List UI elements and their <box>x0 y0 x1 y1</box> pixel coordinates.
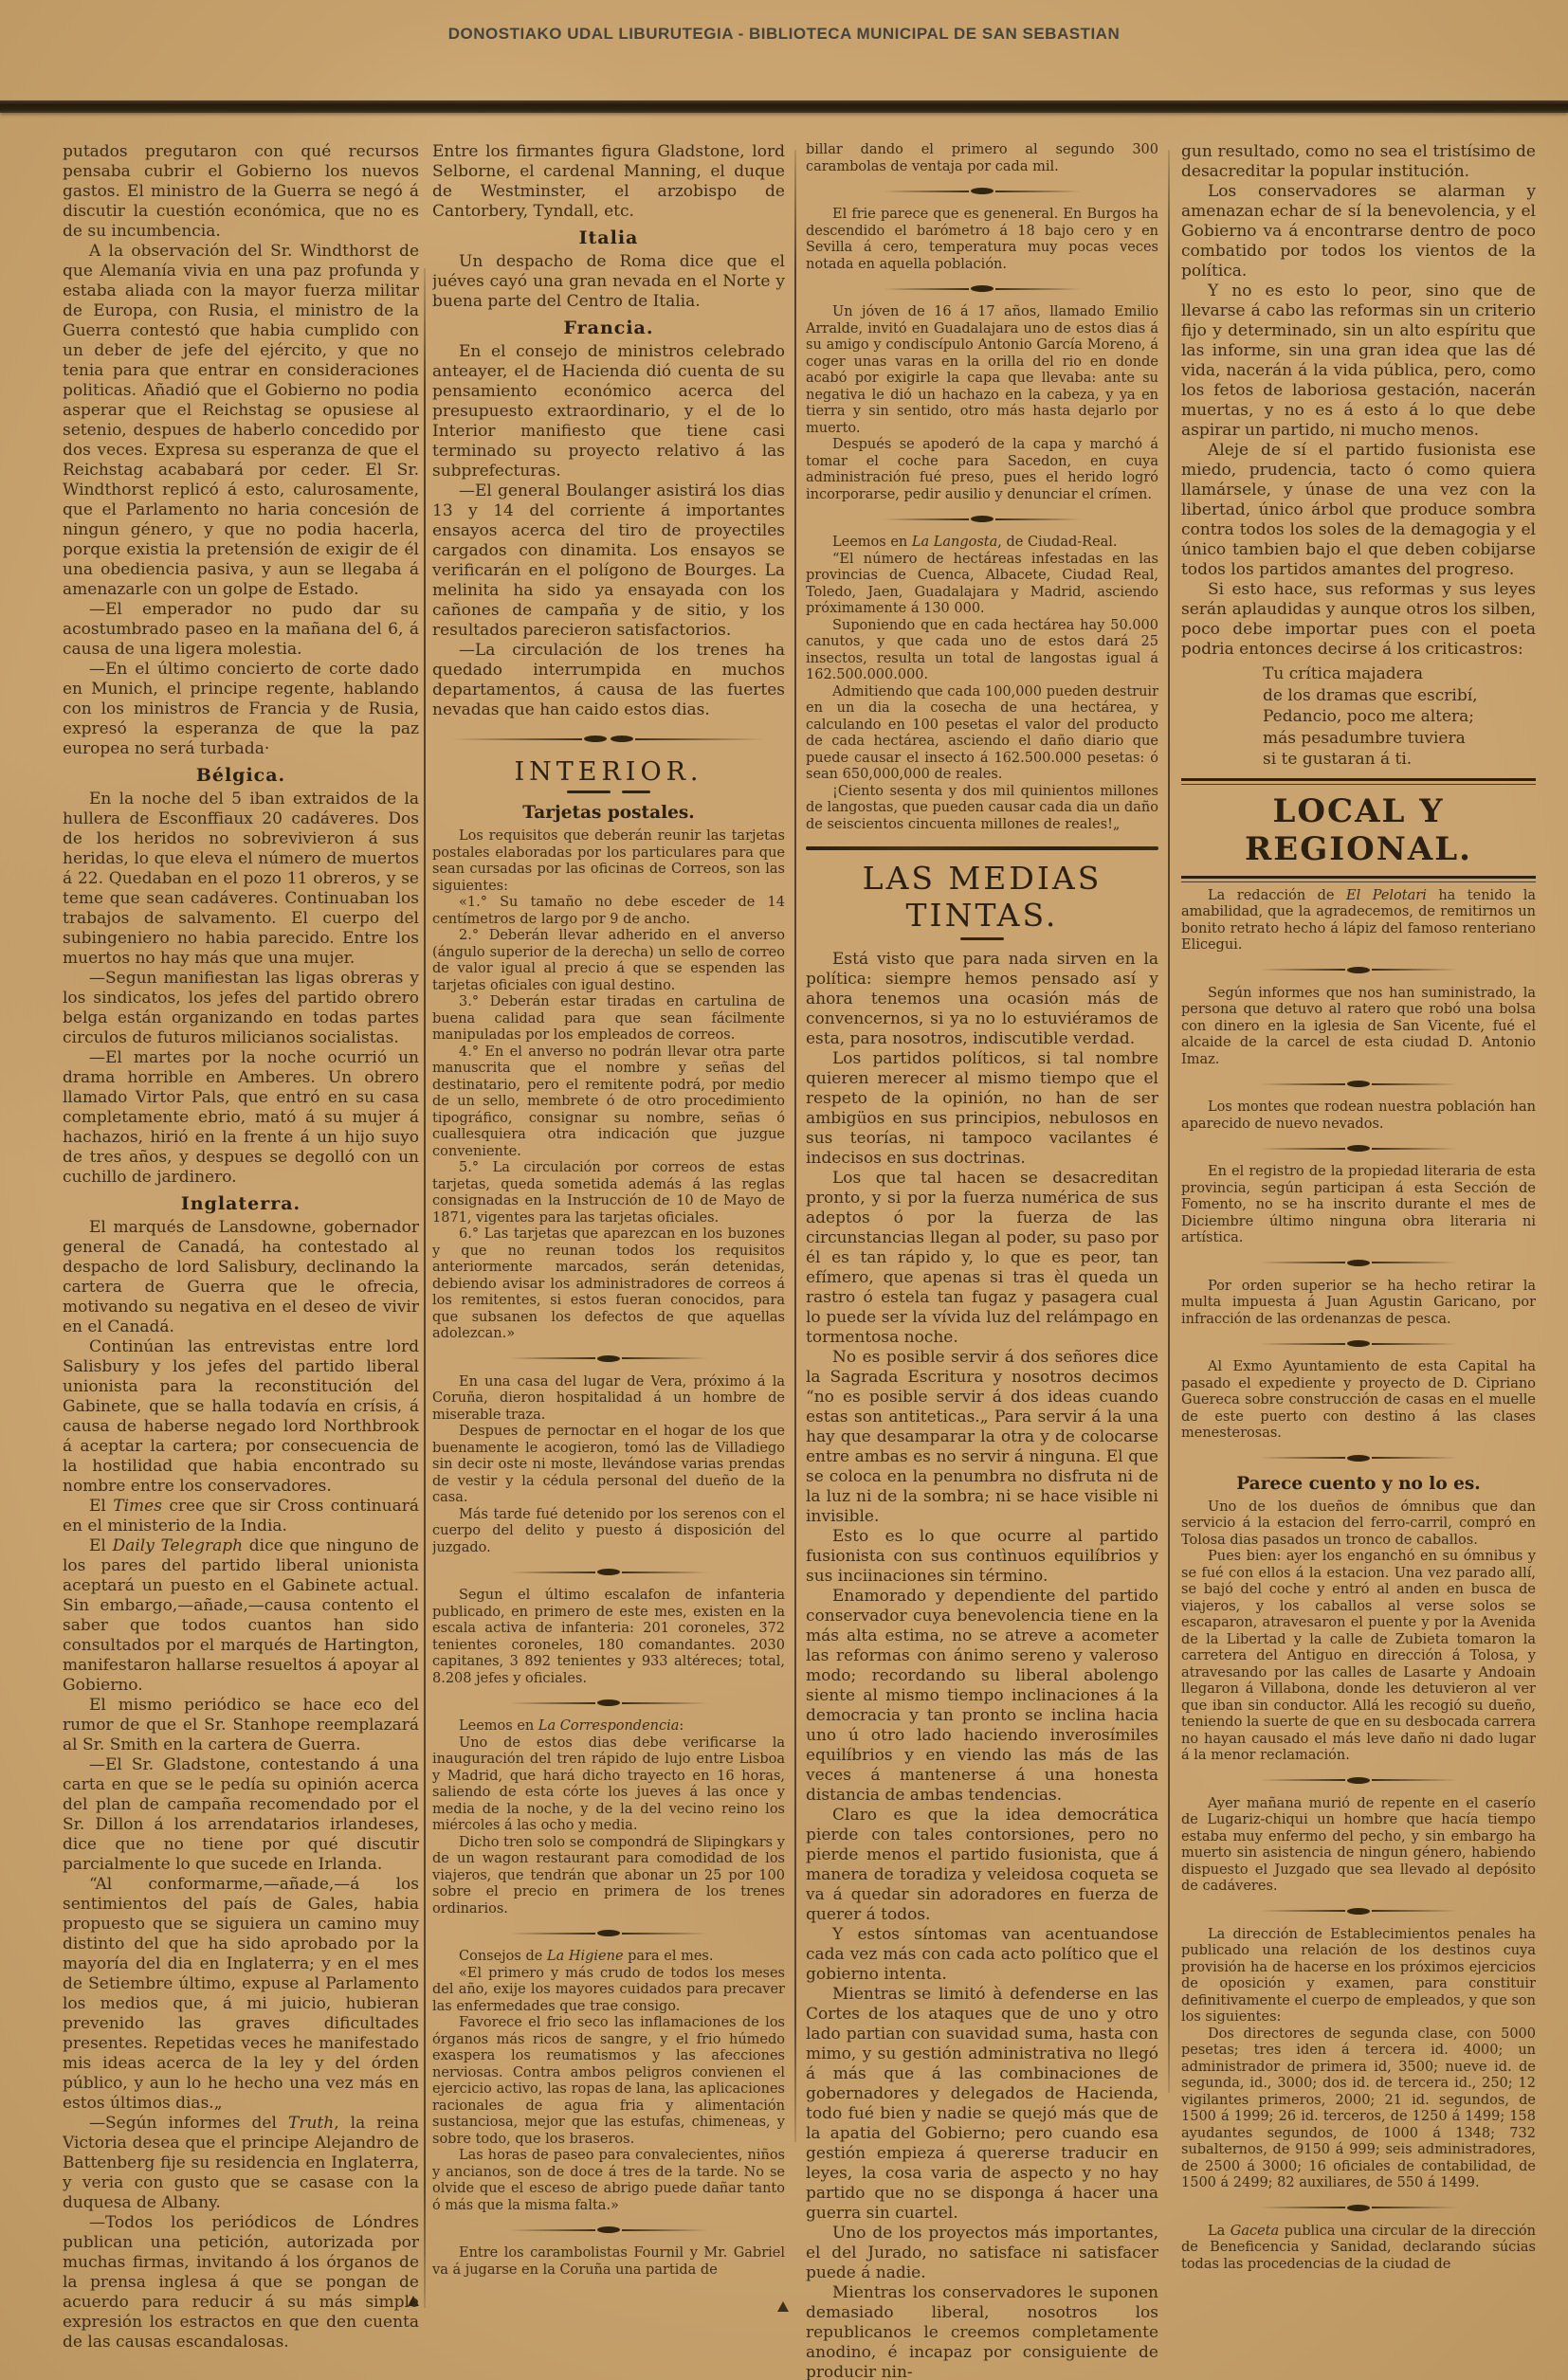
news-paragraph: Por orden superior se ha hecho retirar la multa impuesta á Juan Agustin Garicano, por infracción de las ordenanzas de pesca. <box>1181 1278 1536 1327</box>
news-paragraph: Los montes que rodean nuestra población han aparecido de nuevo nevados. <box>1181 1099 1536 1132</box>
divider-line <box>1259 1457 1345 1459</box>
news-paragraph: Los requisitos que deberán reunir las tarjetas postales elaboradas por los particulares para que sean cursadas por las oficinas de Correos, son las siguientes: <box>432 828 785 894</box>
news-paragraph: putados pregutaron con qué recursos pensaba cubrir el Gobierno los nuevos gastos. El ministro de la Guerra se negó á discutir la cuestión económica, que no es de su incumbencia. <box>63 142 419 241</box>
news-paragraph: A la observación del Sr. Windthorst de que Alemanía vivia en una paz profunda y estaba aliada con la mayor fuerza militar de Europa, con Rusia, el ministro de la Guerra contestó que habia cumplido con un deber de jefe del ejército, y que no tenia para que entrar en consideraciones politicas. Añadió que el Gobierno no podia asperar que el Reichstag se opusiese al setenio, despues de haberlo concedido por dos veces. Expresa su esperanza de que el Reichstag acababará por ceder. El Sr. Windthorst replicó á esto, calurosamente, que el Parlamento no haria concesión de ningun género, y que no podia hacerla, porque existia la pretensión de exigir de él una obediencia pasiva, y aun se llegaba á amenazarle con un golpe de Estado. <box>63 242 419 599</box>
news-paragraph: El Daily Telegraph dice que ninguno de los pares del partido liberal unionista aceptará un puesto en el Gabinete actual. Sin embargo,—añade,—causa contento el saber que todos cuantos han sido consultados por el marqués de Hartington, manifestaron hallarse resueltos á apoyar al Gobierno. <box>63 1536 419 1695</box>
item-divider <box>883 285 1082 292</box>
divider-line <box>1372 1343 1458 1345</box>
item-divider <box>509 1355 708 1362</box>
divider-line <box>509 1933 595 1935</box>
news-paragraph: —El general Boulanger asistirá los dias 13 y 14 del corriente á importantes ensayos acerca del tiro de proyectiles cargados con dinamita. Los ensayos se verificarán en el polígono de Bourges. La melinita ha sido ya ensayada con los cañones de campaña y de sitio, y los resultados parecieron satisfactorios. <box>432 481 785 640</box>
item-divider <box>509 1699 708 1706</box>
divider-line <box>509 1572 595 1573</box>
news-paragraph: 3.° Deberán estar tiradas en cartulina de buena calidad para que sean fácilmente manipuladas por los empleados de correos. <box>432 994 785 1043</box>
news-paragraph: ¡Ciento sesenta y dos mil quinientos millones de langostas, que pueden causar cada dia un daño de seiscientos cincuenta millones de reales!„ <box>806 783 1158 832</box>
item-divider <box>509 1930 708 1936</box>
news-paragraph: 6.° Las tarjetas que aparezcan en los buzones y que no reunan todos los requisitos anteriormente marcados, serán detenidas, debiendo avisar los administradores de correos á los remitentes, si estos fueran conocidos, para que subsanen los defectos de que aquellas adolezcan.» <box>432 1226 785 1341</box>
divider-gem <box>971 285 994 292</box>
news-paragraph: Más tarde fué detenido por los serenos con el cuerpo del delito y puesto á disposición del juzgado. <box>432 1506 785 1555</box>
news-paragraph: —Segun manifiestan las ligas obreras y los sindicatos, los jefes del partido obrero belga están organizando en todas partes circulos de futuros milicianos socialistas. <box>63 969 419 1047</box>
country-heading: Francia. <box>563 318 654 338</box>
news-paragraph: Suponiendo que en cada hectárea hay 50.000 canutos, y que cada uno de estos dará 25 insectos, resulta un total de langostas igual á 162.500.000.000. <box>806 617 1158 682</box>
divider-gem <box>971 188 994 194</box>
news-paragraph: Los que tal hacen se desacreditan pronto, y si por la fuerza numérica de sus adeptos ó por la fuerza de las circunstancias llegan al poder, su paso por él es tan rápido y, lo que es peor, tan efímero, que apenas si tras èl queda un rastro ó estela tan fugaz y pasagera cual lo puede ser la vívida luz del relámpago en tormentosa noche. <box>806 1169 1158 1347</box>
flourish-dash <box>622 790 650 793</box>
divider-line <box>1259 1779 1345 1781</box>
item-divider <box>883 188 1082 194</box>
divider-gem <box>1347 967 1370 973</box>
news-paragraph: 4.° En el anverso no podrán llevar otra parte manuscrita que el nombre y señas del destinatario, pero el remitente podrá, por medio de un sello, membrete ó de otro procedimiento tipográfico, consignar su nombre, señas ó cuallesquiera otra indicación que juzgue conveniente. <box>432 1044 785 1159</box>
item-divider <box>1259 2205 1458 2211</box>
ink-mark <box>408 2296 419 2306</box>
news-paragraph: Aleje de sí el partido fusionista ese miedo, prudencia, tacto ó como quiera llamársele, y únase de una vez con la libertad, único árbol que produce sombra contra todos los soles de la demagogia y el único tambien bajo el que deben cobijarse todos los partidos amantes del progreso. <box>1181 441 1536 579</box>
divider-gem <box>1347 1145 1370 1152</box>
divider-gem <box>611 736 633 742</box>
news-paragraph: —Todos los periódicos de Lóndres publican una petición, autorizada por muchas firmas, invitando á los órganos de la prensa inglesa á que se pongan de acuerdo para reducir á su más simple expresión los estractos en que den cuenta de las causas escandalosas. <box>63 2213 419 2352</box>
news-paragraph: En el registro de la propiedad literaria de esta provincia, según participan á esta Sección de Fomento, no se ha inscrito durante el mes de Diciembre último ninguna obra literaria ni artística. <box>1181 1164 1536 1245</box>
divider-gem <box>1347 1908 1370 1915</box>
divider-line <box>452 738 582 740</box>
news-paragraph: —El martes por la noche ocurrió un drama horrible en Amberes. Un obrero llamado Virtor Pals, que entró en su casa completamente ebrio, mató á su mujer á hachazos, hirió en la frente á un hijo suyo de tres años, y despues se degolló con un cuchillo de jardinero. <box>63 1048 419 1187</box>
item-divider <box>509 1569 708 1575</box>
news-paragraph: Dicho tren solo se compondrá de Slipingkars y de un wagon restaurant para comodidad de los viajeros, que tendrán que abonar un 25 por 100 sobre el precio en primera de los trenes ordinarios. <box>432 1834 785 1917</box>
news-paragraph: “El número de hectáreas infestadas en las provincias de Cuenca, Albacete, Ciudad Real, Toledo, Jaen, Guadalajara y Madrid, asciendo próximamente á 130 000. <box>806 551 1158 616</box>
news-column-3 <box>806 142 1158 2380</box>
divider-line <box>1259 1083 1345 1085</box>
section-heading: LOCAL Y REGIONAL. <box>1245 791 1472 868</box>
item-divider <box>1259 1260 1458 1266</box>
poem-line: Pedancio, poco me altera; <box>1263 707 1475 726</box>
divider-line <box>1372 1262 1458 1263</box>
divider-gem <box>1347 1260 1370 1266</box>
news-paragraph: —El emperador no pudo dar su acostumbrado paseo en la mañana del 6, á causa de una ligera molestia. <box>63 600 419 659</box>
news-paragraph: Ayer mañana murió de repente en el caserío de Lugariz-chiqui un hombre que hacía tiempo estaba muy enfermo del pecho, y sin embargo ha muerto sin asistencia de ningun género, habiendo dispuesto el Juzgado que sea llevado al depósito de cadáveres. <box>1181 1795 1536 1894</box>
divider-gem <box>1347 2205 1370 2211</box>
poem-line: si te gustaran á ti. <box>1263 750 1413 769</box>
news-paragraph: Está visto que para nada sirven en la política: siempre hemos pensado así y ahora tenemos una ocasión más de convencernos, si ya no lo estuviéramos de esta, para nosotros, indiscutible verdad. <box>806 950 1158 1048</box>
thick-rule <box>806 846 1158 850</box>
news-paragraph: Si esto hace, sus reformas y sus leyes serán aplaudidas y aunque otros los silben, poco debe importar pues con el poeta podria entonces decirse á los criticastros: <box>1181 580 1536 659</box>
news-paragraph: El marqués de Lansdowne, gobernador general de Canadá, ha contestado al despacho de lord Salisbury, declinando la cartera de Guerra que le ofrecia, motivando su negativa en el deseo de vivir en el Canadá. <box>63 1218 419 1336</box>
divider-line <box>995 518 1082 520</box>
news-paragraph: —Según informes del Truth, la reina Victoria desea que el principe Alejandro de Battenberg fije su residencia en Inglaterra, y veria con gusto que se casase con la duquesa de Albany. <box>63 2114 419 2212</box>
column-separator-rule <box>1168 150 1170 2093</box>
item-divider <box>883 516 1082 522</box>
divider-line <box>509 2229 595 2231</box>
divider-gem <box>597 2226 620 2233</box>
divider-gem <box>597 1355 620 1362</box>
section-heading: INTERIOR. <box>514 757 703 787</box>
divider-line <box>1259 2207 1345 2208</box>
news-paragraph: Despues de pernoctar en el hogar de los que buenamente le acogieron, tomó las de Villadiego sin decir oste ni moste, llevándose varias prendas de vestir y la cédula personal del dueño de la casa. <box>432 1424 785 1505</box>
double-rule <box>1181 876 1536 882</box>
news-paragraph: billar dando el primero al segundo 300 carambolas de ventaja por cada mil. <box>806 142 1158 174</box>
news-paragraph: Segun el último escalafon de infanteria publicado, en primero de este mes, existen en la escala activa de infanteria: 201 coroneles, 372 tenientes coroneles, 180 comandantes. 2030 capitanes, 3 892 tenientes y 933 altéreces; total, 8.208 jefes y oficiales. <box>432 1588 785 1686</box>
divider-line <box>1259 1910 1345 1912</box>
news-paragraph: Dos directores de segunda clase, con 5000 pesetas; tres iden á tercera id. 4000; un administrador de primera id, 3500; nueve id. de segunda, id., 3000; dos id. de tercera id., 250; 12 vigilantes primeros, 2000; 21 id. segundos, de 1500 á 1999; 26 id. terceros, de 1250 á 1499; 158 ayudantes segundos, de 1000 á 1348; 732 subalternos, de 9150 á 999; seis administradores, de 2500 á 3000; 16 oficiales de contabilidad, de 1500 á 2499; 82 auxiliares, de 550 á 1499. <box>1181 2026 1536 2190</box>
divider-line <box>1372 2207 1458 2208</box>
news-paragraph: Y estos síntomas van acentuandose cada vez más con cada acto político que el gobierno intenta. <box>806 1925 1158 1984</box>
divider-line <box>1372 1083 1458 1085</box>
divider-line <box>622 1933 708 1935</box>
news-paragraph: Claro es que la idea democrática pierde con tales contorsiones, pero no pierde menos el partido fusionista, que á manera de toradiza y veleidosa coqueta se va á quedar sin adoradores en fuerza de querer á todos. <box>806 1806 1158 1924</box>
item-divider <box>1259 1340 1458 1347</box>
news-paragraph: 2.° Deberán llevar adherido en el anverso (ángulo superior de la derecha) un sello de correo de valor igual al precio á que se espenden las tarjetas oficiales con igual destino. <box>432 928 785 993</box>
news-paragraph: Enamorado y dependiente del partido conservador cuya benevolencia tiene en la más alta estima, no se atreve a acometer las reformas con ánimo sereno y valeroso modo; recordando su liberal abolengo siente al mismo tiempo inclinaciones á la democracia y tan pronto se inclina hacia uno ú otro lado haciendo inverosímiles equilíbrios y en viendo las más de las veces á mantenerse á una honesta distancia de ambas tendencias. <box>806 1587 1158 1805</box>
news-paragraph: Consejos de La Higiene para el mes. <box>459 1949 714 1964</box>
news-paragraph: Admitiendo que cada 100,000 pueden destruir en un dia la cosecha de una hectárea, y calculando en 100 pesetas el valor del producto de cada hectárea, asciendo el daño diario que puede causar el insecto á 162.500.000 pesetas: ó sean 650,000,000 de reales. <box>806 683 1158 782</box>
country-heading: Bélgica. <box>195 765 286 786</box>
divider-gem <box>597 1699 620 1706</box>
news-paragraph: Mientras los conservadores le suponen demasiado liberal, nosotros los republicanos le creemos completamente anodino, é incapaz por consiguiente de producir nin- <box>806 2283 1158 2380</box>
divider-gem <box>1347 1081 1370 1087</box>
flourish-dash <box>960 937 1004 940</box>
article-heading: LAS MEDIAS TINTAS. <box>862 860 1103 934</box>
news-paragraph: Leemos en La Correspondencia: <box>459 1718 684 1734</box>
divider-line <box>995 288 1082 290</box>
news-paragraph: La dirección de Establecimientos penales ha publicado una relación de los destinos cuya provisión ha de hacerse en los próximos ejercicios de oposición y examen, para constituir definitivamente el cuerpo de empleados, y que son los siguientes: <box>1181 1926 1536 2025</box>
news-paragraph: Uno de los proyectos más importantes, el del Jurado, no satisface ni satisfacer puede á nadie. <box>806 2224 1158 2282</box>
news-paragraph: Un jóven de 16 á 17 años, llamado Emilio Arralde, invitó en Guadalajara uno de estos dias á su amigo y condiscípulo Antonio García Moreno, á coger unas varas en la orilla del rio en donde acabó por exigirle la capa que llevaba: ante su negativa le dió un hachazo en la cabeza, y ya en tierra y sin sentido, otro más hasta dejarlo por muerto. <box>806 304 1158 436</box>
news-paragraph: Pues bien: ayer los enganchó en su ómnibus y se fué con ellos á la estacion. Una vez parado allí, se bajó del coche y entró al anden en busca de viajeros, y los caballos al verse solos se escaparon, atravesaron el puente y por la Avenida de la Libertad y la calle de Zubieta tomaron la carretera del Antiguo en dirección á Tolosa, y atravesando por las calles de Lasarte y Andoain llegaron á Villabona, donde les detuvieron al ver que iban sin conductor. Allá les recogió su dueño, teniendo la suerte de que en su desbocada carrera no hayan causado el más leve daño ni dado lugar á la menor reclamación. <box>1181 1549 1536 1763</box>
item-divider <box>1259 1145 1458 1152</box>
news-column-1 <box>63 142 419 2380</box>
subsection-heading: Parece cuento y no lo es. <box>1236 1473 1481 1494</box>
news-paragraph: gun resultado, como no sea el tristísimo de desacreditar la popular institución. <box>1181 142 1536 181</box>
poem-line: de los dramas que escribí, <box>1263 685 1478 705</box>
news-paragraph: Las horas de paseo para convalecientes, niños y ancianos, son de doce á tres de la tarde. No se olvide que el esceso de abrigo puede dañar tanto ó más que la misma falta.» <box>432 2148 785 2213</box>
divider-line <box>622 1357 708 1359</box>
poem-line: más pesadumbre tuviera <box>1263 728 1466 748</box>
divider-line <box>1259 1148 1345 1150</box>
divider-gem <box>1347 1455 1370 1462</box>
divider-line <box>1372 1457 1458 1459</box>
news-paragraph: En el consejo de ministros celebrado anteayer, el de Hacienda dió cuenta de su pensamiento económico acerca del presupuesto extraordinario, y el de lo Interior manifiesto que tiene casi terminado su proyecto relativo á las subprefecturas. <box>432 342 785 481</box>
item-divider <box>452 736 765 742</box>
divider-line <box>622 1702 708 1704</box>
divider-line <box>883 288 969 290</box>
news-paragraph: Un despacho de Roma dice que el juéves cayó una gran nevada en el Norte y buena parte del Centro de Italia. <box>432 252 785 311</box>
item-divider <box>509 2226 708 2233</box>
divider-line <box>1259 1343 1345 1345</box>
news-column-4 <box>1181 142 1536 2380</box>
divider-line <box>883 518 969 520</box>
poem-line: Tu crítica majadera <box>1263 664 1423 683</box>
news-paragraph: Al Exmo Ayuntamiento de esta Capital ha pasado el expediente y proyecto de D. Cipriano Guereca sobre construcción de casas en el muelle de este puerto con destino á las clases menesterosas. <box>1181 1359 1536 1441</box>
divider-line <box>509 1702 595 1704</box>
item-divider <box>1259 967 1458 973</box>
news-column-2 <box>432 142 785 2380</box>
divider-line <box>622 2229 708 2231</box>
divider-line <box>883 191 969 192</box>
news-paragraph: Entre los firmantes figura Gladstone, lord Selborne, el cardenal Manning, el duque de Westminster, el arzobispo de Cantorbery, Tyndall, etc. <box>432 142 785 221</box>
news-paragraph: «El primero y más crudo de todos los meses del año, exije los mayores cuidados para precaver las enfermedades que trae consigo. <box>432 1965 785 2014</box>
news-paragraph: El mismo periódico se hace eco del rumor de que el Sr. Stanhope reemplazará al Sr. Smith en la cartera de Guerra. <box>63 1696 419 1754</box>
news-paragraph: Uno de estos dias debe verificarse la inauguración del tren rápido de lujo entre Lisboa y Madrid, que hará dicho trayecto en 16 horas, saliendo de esta córte los jueves á las once y media de la noche, y de la del vecino reino los miércoles á las ocho y media. <box>432 1735 785 1833</box>
divider-line <box>635 738 765 740</box>
divider-gem <box>1347 1340 1370 1347</box>
divider-line <box>995 191 1082 192</box>
divider-line <box>1259 1262 1345 1263</box>
item-divider <box>1259 1081 1458 1087</box>
news-paragraph: Y no es esto lo peor, sino que de llevarse á cabo las reformas sin un criterio fijo y determinado, sin un alto espíritu que las informe, sin una gran idea que las dé vida, nacerán á la vida pública, pero, como los fetos de laboriosa gestación, nacerán muertas, y no es á esto á lo que debe aspirar un partido, ni mucho menos. <box>1181 282 1536 440</box>
news-paragraph: En una casa del lugar de Vera, próximo á la Coruña, dieron hospitalidad á un hombre de miserable traza. <box>432 1373 785 1423</box>
heading-flourish <box>806 937 1158 940</box>
news-paragraph: “Al conformarme,—añade,—á los sentimientos del país de Gales, habia propuesto que se siguiera un camino muy distinto del que ha sido aprobado por la mayoría del dia en Inglaterra; y en el mes de Setiembre último, expuse al Parlamento los medios que, á mi juicio, hubieran prevenido las graves dificultades presentes. Repetidas veces he manifestado mis ideas acerca de la ley y del órden público, y aun lo he hecho una vez más en estos últimos dias.„ <box>63 1875 419 2113</box>
divider-line <box>1372 1148 1458 1150</box>
ink-mark <box>777 2301 789 2312</box>
news-paragraph: La redacción de El Pelotari ha tenido la amabilidad, que la agradecemos, de remitirnos un bonito retrato hecho á lápiz del famoso renteriano Elicegui. <box>1181 887 1536 953</box>
news-paragraph: El Times cree que sir Cross continuará en el ministerio de la India. <box>63 1497 419 1535</box>
news-paragraph: El frie parece que es geneneral. En Burgos ha descendido el barómetro á 18 bajo cero y en Sevilla á cero, temperatura muy pocas veces notada en aquella población. <box>806 207 1158 272</box>
news-paragraph: En la noche del 5 iban extraidos de la hullera de Esconffiaux 20 cadáveres. Dos de los heridos no sobrevivieron á sus heridas, lo que eleva el número de muertos á 22. Quedaban en el pozo 11 obreros, y se teme que sean cadáveres. Continuaban los trabajos de salvamento. El cuerpo del subingeniero no habia parecido. Entre los muertos no hay más que una mujer. <box>63 790 419 968</box>
divider-gem <box>584 736 607 742</box>
divider-gem <box>597 1930 620 1936</box>
flourish-dash <box>567 790 611 793</box>
item-divider <box>1259 1455 1458 1462</box>
divider-line <box>1372 1779 1458 1781</box>
heading-flourish <box>432 790 785 793</box>
news-paragraph: «1.° Su tamaño no debe esceder de 14 centímetros de largo por 9 de ancho. <box>432 895 785 927</box>
news-paragraph: No es posible servir á dos señores dice la Sagrada Escritura y nosotros decimos “no es posible servir á dos ideas cuando estas son antiteticas.„ Para servir á la una hay que desamparar la otra y de colocarse entre ambas es no servir á ninguna. El que se coloca en la penumbra no disfruta ni de la luz ni de la sombra; ni se hace visible ni invisible. <box>806 1348 1158 1526</box>
news-paragraph: —El Sr. Gladstone, contestando á una carta en que se le pedía su opinión acerca del plan de campaña recomendado por el Sr. Dillon á los arrendatarios irlandeses, dice que no tiene por qué discutir parcialmente lo que sucede en Irlanda. <box>63 1755 419 1874</box>
news-paragraph: Mientras se limitó à defenderse en las Cortes de los ataques que de uno y otro lado partian con suavidad suma, hasta con mimo, y su gestión administrativa no llegó á más que á las combinaciones de gobernadores y delegados de Hacienda, todo fué bien y nadie se quejó más que de la apatia del Gobierno; pero cuando esa gestión empieza á quererse traducir en leyes, la cosa varia de aspecto y no hay partido que no se disponga á hacer una guerra sin cuartel. <box>806 1985 1158 2223</box>
divider-line <box>622 1572 708 1573</box>
news-paragraph: Los partidos políticos, si tal nombre quieren merecer al mismo tiempo que el respeto de la opinión, no han de ser ambigüos en sus principios, nebulosos en sus teorías, ni tampoco vacilantes é indecisos en sus doctrinas. <box>806 1049 1158 1168</box>
double-rule <box>1181 778 1536 785</box>
news-paragraph: Esto es lo que ocurre al partido fusionista con sus contìnuos equilíbrios y sus inciinaciones sin término. <box>806 1527 1158 1586</box>
divider-line <box>1372 1910 1458 1912</box>
item-divider <box>1259 1777 1458 1784</box>
divider-gem <box>597 1569 620 1575</box>
library-stamp: DONOSTIAKO UDAL LIBURUTEGIA - BIBLIOTECA MUNICIPAL DE SAN SEBASTIAN <box>447 25 1121 43</box>
news-paragraph: Continúan las entrevistas entre lord Salisbury y los jefes del partido liberal unionista para la reconstitución del Gabinete, que se halla todavía en crísis, á causa de haberse negado lord Northbrook á aceptar la cartera; por consecuencia de la hostilidad que habia encontrado su nombre entre los conservadores. <box>63 1337 419 1496</box>
news-paragraph: Leemos en La Langosta, de Ciudad-Real. <box>832 535 1118 550</box>
divider-line <box>1372 969 1458 971</box>
news-paragraph: Entre los carambolistas Fournil y Mr. Gabriel va á jugarse en la Coruña una partida de <box>432 2245 785 2278</box>
news-paragraph: Según informes que nos han suministrado, la persona que detuvo al ratero que robó una bolsa con dinero en la iglesia de San Vicente, fué el alcaide de la carcel de esta ciudad D. Antonio Imaz. <box>1181 985 1536 1067</box>
country-heading: Inglaterra. <box>180 1193 301 1214</box>
poem-block <box>1263 663 1536 771</box>
item-divider <box>1259 1908 1458 1915</box>
news-paragraph: Después se apoderó de la capa y marchó á tomar el coche para Sacedon, en cuya administración fué preso, pues el herido logró incorporarse, pedir ausilio y denunciar el crímen. <box>806 437 1158 502</box>
news-paragraph: —En el último concierto de corte dado en Munich, el principe regente, hablando con los ministros de Francia y de Rusia, expresó la esperanza de que la paz europea no será turbada· <box>63 660 419 758</box>
divider-gem <box>1347 1777 1370 1784</box>
news-paragraph: La Gaceta publica una circular de la dirección de Beneficencia y Sanidad, declarando súcias todas las procedencias de la ciudad de <box>1181 2223 1536 2272</box>
subsection-heading: Tarjetas postales. <box>522 803 695 823</box>
news-paragraph: Uno de los dueños de ómnibus que dan servicio á la estacion del ferro-carril, compró en Tolosa dias pasados un tronco de caballos. <box>1181 1499 1536 1548</box>
news-paragraph: 5.° La circulación por correos de estas tarjetas, queda sometida además á las reglas consignadas en la Instrucción de 10 de Mayo de 1871, vigentes para las tarjetas oficiales. <box>432 1160 785 1226</box>
news-paragraph: Favorece el frio seco las inflamaciones de los órganos más ricos de sangre, y el frio húmedo exaspera los reumatismos y las afecciones nerviosas. Contra ambos peligros convienen el ejercicio activo, las ropas de lana, las aplicaciones racionales de agua fria y alimentación sustanciosa, mejor que las estufas, chimeneas, y sobre todo, que los braseros. <box>432 2015 785 2147</box>
divider-line <box>1259 969 1345 971</box>
column-separator-rule <box>424 268 426 2308</box>
country-heading: Italia <box>578 227 639 248</box>
news-paragraph: Los conservadores se alarman y amenazan echar de sí la benevolencia, y el Gobierno va á encontrarse dentro de poco combatido por todos los vientos de la política. <box>1181 182 1536 281</box>
masthead-rule <box>0 100 1568 113</box>
column-separator-rule <box>794 150 796 2142</box>
divider-line <box>509 1357 595 1359</box>
news-paragraph: —La circulación de los trenes ha quedado interrumpida en muchos departamentos, á causa de las fuertes nevadas que han caido estos dias. <box>432 641 785 719</box>
divider-gem <box>971 516 994 522</box>
